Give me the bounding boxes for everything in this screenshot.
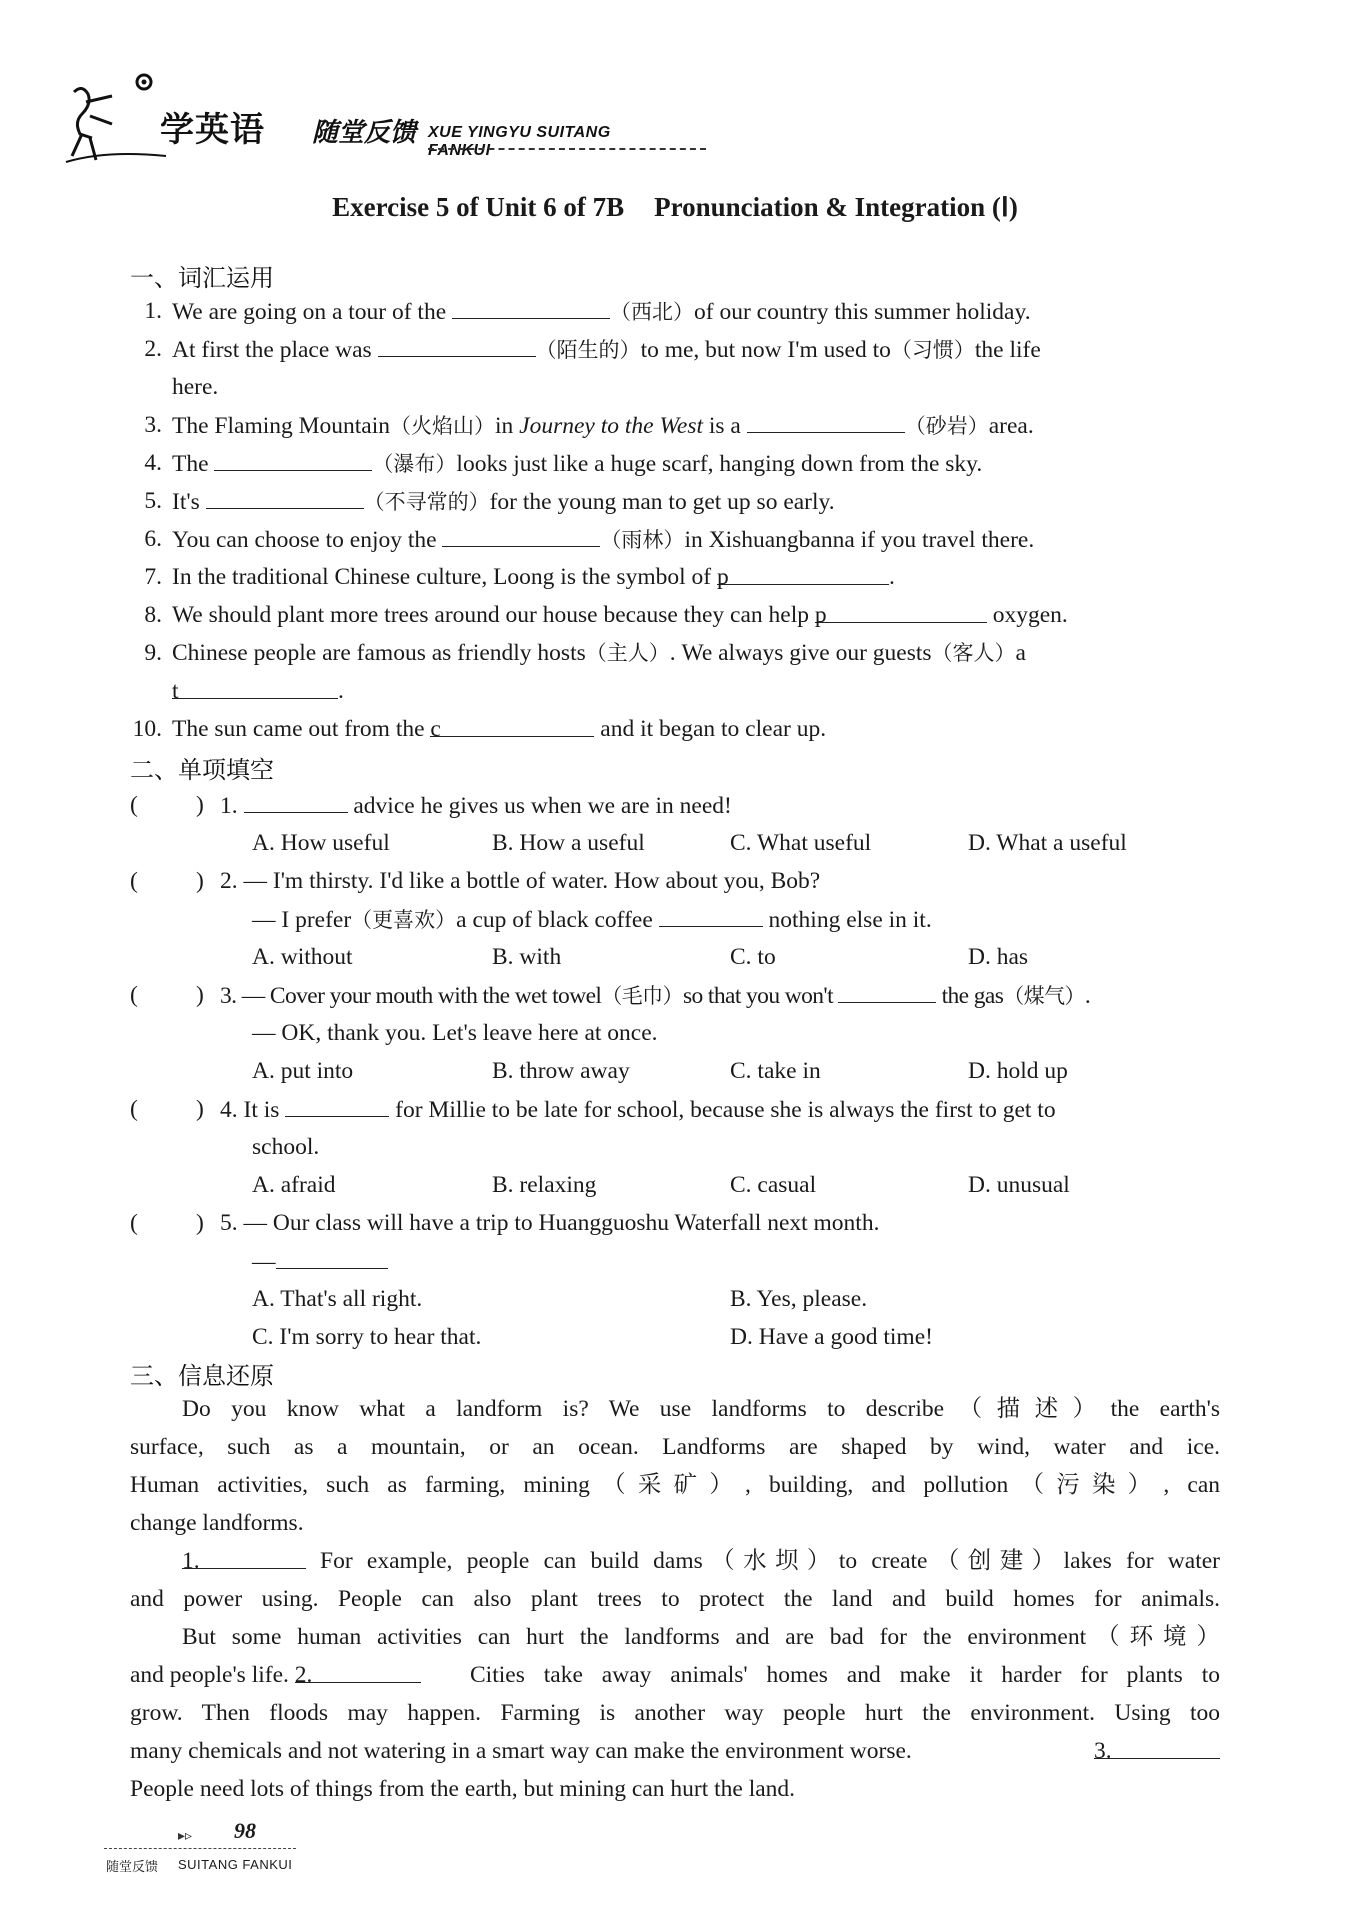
mc-question-2-reply: — I prefer（更喜欢）a cup of black coffee nothing else in it. (252, 904, 932, 935)
answer-blank[interactable] (214, 448, 372, 471)
mc-question-4-cont: school. (252, 1134, 320, 1160)
answer-blank[interactable] (206, 486, 364, 509)
passage-line: grow. Then floods may happen. Farming is another way people hurt the environment. Using too (130, 1700, 1220, 1726)
option-a[interactable]: A. put into (252, 1058, 354, 1084)
option-c[interactable]: C. take in (730, 1058, 821, 1084)
option-c[interactable]: C. casual (730, 1172, 817, 1198)
title-exercise: Exercise 5 of Unit 6 of 7B (332, 192, 625, 222)
passage-line: and people's life. 2. (130, 1660, 421, 1690)
passage-line: and power using. People can also plant trees to protect the land and build homes for animals. (130, 1586, 1220, 1612)
option-c[interactable]: C. What useful (730, 830, 872, 856)
mc-question-2: 2. — I'm thirsty. I'd like a bottle of water. How about you, Bob? (220, 868, 821, 894)
brand-pinyin: XUE YINGYU SUITANG FANKUI (428, 124, 611, 159)
item-number: 9. (144, 640, 162, 666)
vocab-item-3: The Flaming Mountain（火焰山）in Journey to the West is a （砂岩）area. (172, 410, 1034, 441)
vocab-item-2: At first the place was （陌生的）to me, but now I'm used to（习惯）the life (172, 334, 1041, 365)
answer-blank[interactable] (285, 1094, 389, 1117)
vocab-item-6: You can choose to enjoy the （雨林）in Xishuangbanna if you travel there. (172, 524, 1034, 555)
passage-line: many chemicals and not watering in a smart way can make the environment worse. (130, 1738, 912, 1764)
passage-line (182, 1546, 306, 1576)
mc-question-3: 3. — Cover your mouth with the wet towel（毛巾）so that you won't the gas（煤气）. (220, 980, 1090, 1011)
passage-line: Human activities, such as farming, mining（采矿）, building, and pollution（污染）, can (130, 1472, 1220, 1498)
section-heading-vocabulary: 一、词汇运用 (130, 264, 274, 292)
item-number: 8. (144, 602, 162, 628)
item-number: 2. (144, 336, 162, 362)
option-a[interactable]: A. How useful (252, 830, 390, 856)
option-b[interactable]: B. relaxing (492, 1172, 597, 1198)
answer-blank[interactable] (276, 1246, 388, 1269)
header-divider (428, 148, 706, 150)
vocab-item-4: The （瀑布）looks just like a huge scarf, hanging down from the sky. (172, 448, 982, 479)
option-c[interactable]: C. to (730, 944, 776, 970)
passage-line: change landforms. (130, 1510, 304, 1536)
passage-line: surface, such as a mountain, or an ocean. Landforms are shaped by wind, water and ice. (130, 1434, 1220, 1460)
option-d[interactable]: D. has (968, 944, 1029, 970)
section-heading-information-restoration: 三、信息还原 (130, 1362, 274, 1390)
option-a[interactable]: A. That's all right. (252, 1286, 423, 1312)
item-number: 1. (144, 298, 162, 324)
option-a[interactable]: A. afraid (252, 1172, 336, 1198)
passage-blank-3[interactable]: 3. (1094, 1736, 1220, 1759)
mc-question-5-reply: — (252, 1246, 388, 1277)
passage-line (1094, 1736, 1220, 1766)
item-number: 4. (144, 450, 162, 476)
passage-line: Do you know what a landform is? We use landforms to describe（描述）the earth's (182, 1396, 1220, 1422)
page-number: 98 (234, 1818, 256, 1843)
option-b[interactable]: B. throw away (492, 1058, 630, 1084)
answer-blank[interactable]: p (815, 600, 987, 623)
title-topic: Pronunciation & Integration (Ⅰ) (654, 192, 1018, 222)
item-number: 5. (144, 488, 162, 514)
answer-blank[interactable]: t (172, 676, 338, 699)
item-number: 10. (132, 716, 162, 742)
option-c[interactable]: C. I'm sorry to hear that. (252, 1324, 482, 1350)
answer-blank[interactable]: c (430, 714, 594, 737)
passage-line: Cities take away animals' homes and make it harder for plants to (470, 1662, 1220, 1688)
answer-blank[interactable] (244, 790, 348, 813)
vocab-item-9-cont: t . (172, 678, 344, 704)
answer-blank[interactable] (452, 296, 610, 319)
arrow-icon: ▸▹ (178, 1828, 193, 1844)
option-a[interactable]: A. without (252, 944, 353, 970)
mc-question-3-reply: — OK, thank you. Let's leave here at once. (252, 1020, 658, 1046)
answer-blank[interactable] (378, 334, 536, 357)
vocab-item-5: It's （不寻常的）for the young man to get up so early. (172, 486, 835, 517)
option-d[interactable]: D. hold up (968, 1058, 1068, 1084)
option-b[interactable]: B. How a useful (492, 830, 645, 856)
item-number: 3. (144, 412, 162, 438)
option-b[interactable]: B. with (492, 944, 562, 970)
option-d[interactable]: D. What a useful (968, 830, 1127, 856)
passage-line: For example, people can build dams（水坝）to create（创建）lakes for water (320, 1548, 1220, 1574)
vocab-item-1: We are going on a tour of the （西北）of our country this summer holiday. (172, 296, 1031, 327)
vocab-item-7: In the traditional Chinese culture, Loong is the symbol of p . (172, 564, 895, 590)
mc-question-1: 1. advice he gives us when we are in need! (220, 790, 732, 821)
footer-divider (104, 1848, 296, 1849)
footer-brand-cn: 随堂反馈 (106, 1860, 159, 1875)
footer-brand-en: SUITANG FANKUI (178, 1857, 293, 1872)
passage-blank-2[interactable]: 2. (295, 1660, 421, 1683)
option-d[interactable]: D. unusual (968, 1172, 1070, 1198)
vocab-item-10: The sun came out from the c and it began to clear up. (172, 716, 827, 742)
passage-line: People need lots of things from the earth, but mining can hurt the land. (130, 1776, 796, 1802)
option-b[interactable]: B. Yes, please. (730, 1286, 868, 1312)
vocab-item-8: We should plant more trees around our house because they can help p oxygen. (172, 602, 1068, 628)
vocab-item-9: Chinese people are famous as friendly hosts（主人）. We always give our guests（客人）a (172, 640, 1026, 666)
answer-blank[interactable] (659, 904, 763, 927)
vocab-item-2-cont: here. (172, 374, 219, 400)
option-d[interactable]: D. Have a good time! (730, 1324, 933, 1350)
brand-title: 学英语 (160, 110, 265, 150)
section-heading-multiple-choice: 二、单项填空 (130, 756, 274, 784)
item-number: 7. (144, 564, 162, 590)
brand-subtitle: 随堂反馈 (312, 118, 417, 148)
answer-blank[interactable]: p (717, 562, 889, 585)
page-header (64, 72, 664, 168)
answer-blank[interactable] (747, 410, 905, 433)
item-number: 6. (144, 526, 162, 552)
passage-line: But some human activities can hurt the landforms and are bad for the environment（环境） (182, 1624, 1220, 1650)
answer-blank[interactable] (442, 524, 600, 547)
passage-blank-1[interactable]: 1. (182, 1546, 306, 1569)
mc-question-5: 5. — Our class will have a trip to Huangguoshu Waterfall next month. (220, 1210, 880, 1236)
answer-blank[interactable] (838, 980, 936, 1003)
page-title (0, 192, 1350, 223)
mc-question-4: 4. It is for Millie to be late for school, because she is always the first to get to (220, 1094, 1056, 1125)
